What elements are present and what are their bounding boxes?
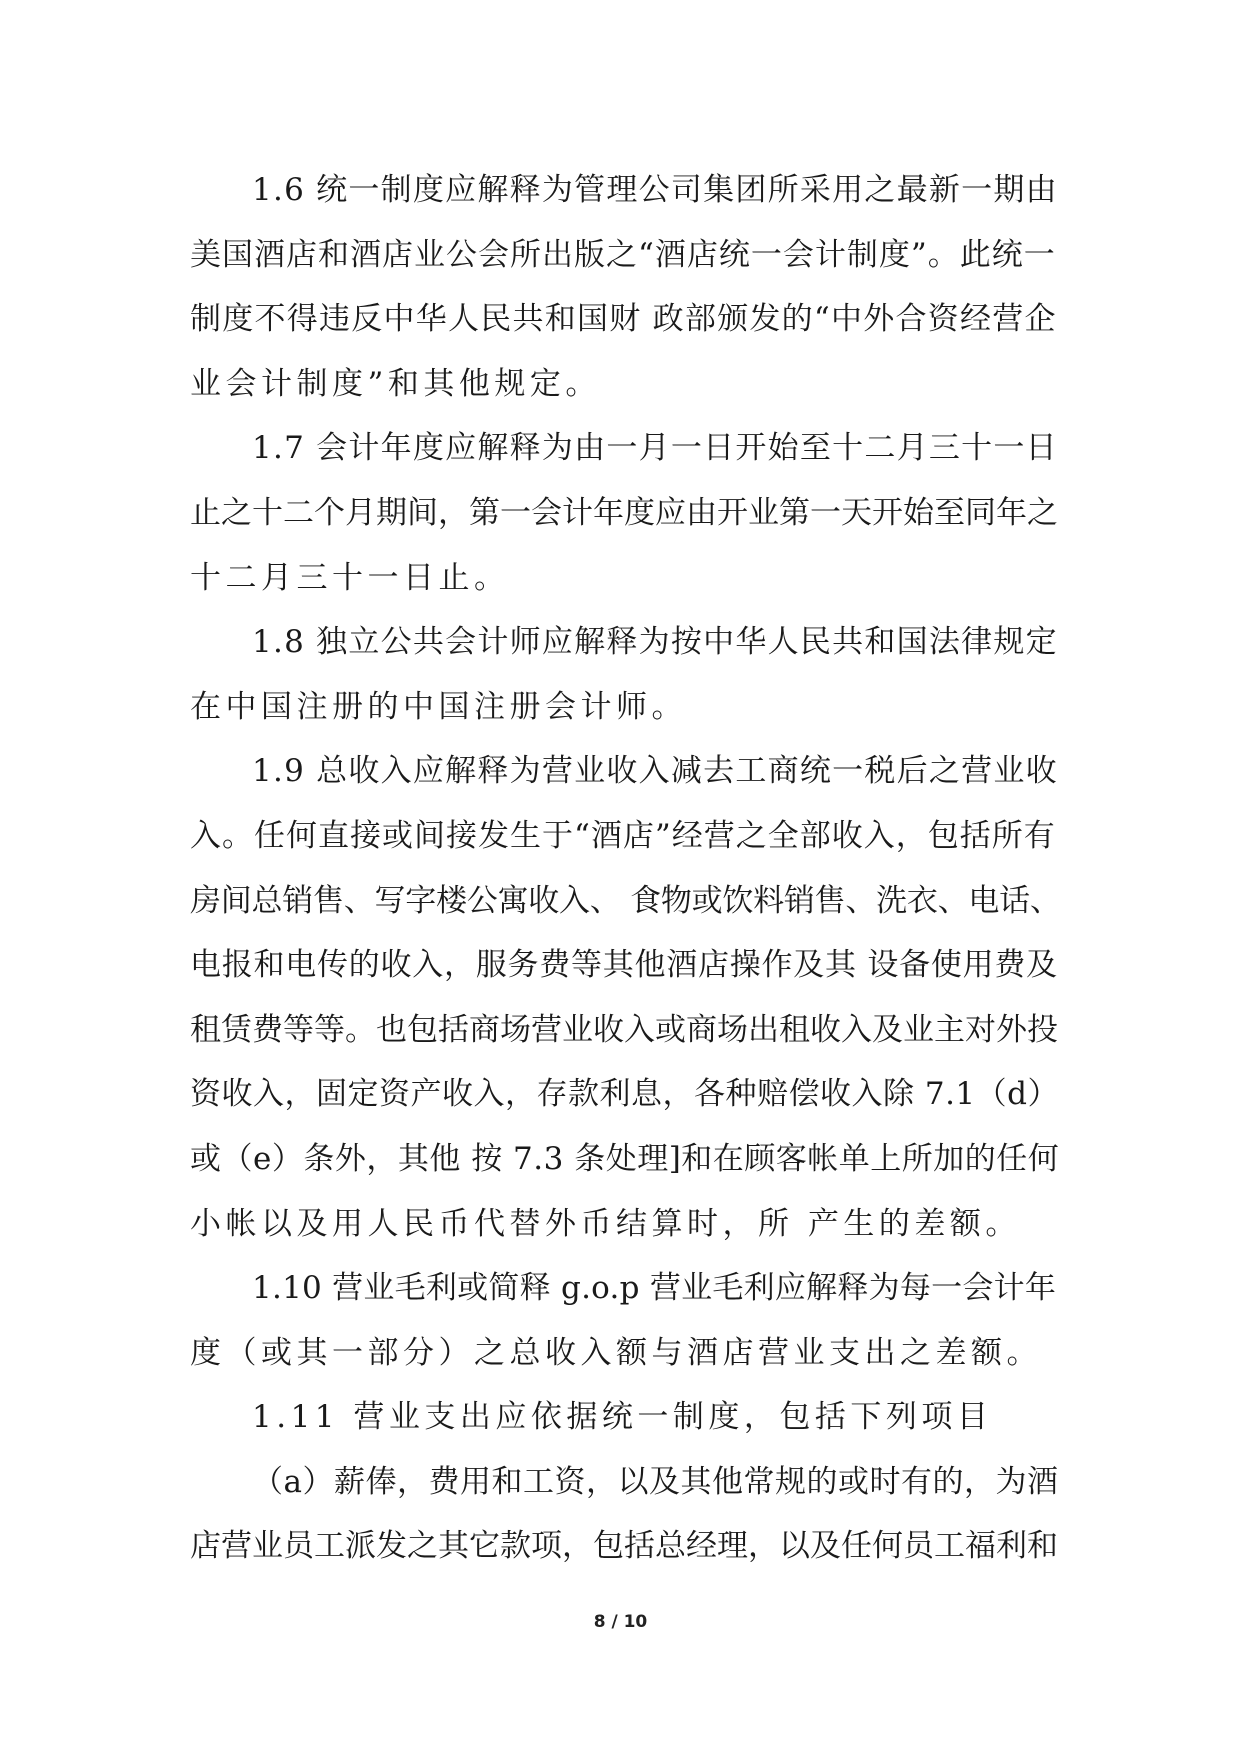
- paragraph-1-9-line-4: 电报和电传的收入，服务费等其他酒店操作及其 设备使用费及: [190, 947, 1058, 984]
- paragraph-1-7-line-1: 1.7 会计年度应解释为由一月一日开始至十二月三十一日: [252, 430, 1058, 467]
- paragraph-1-9-line-1: 1.9 总收入应解释为营业收入减去工商统一税后之营业收: [252, 753, 1058, 790]
- paragraph-1-9-line-6: 资收入，固定资产收入，存款利息，各种赔偿收入除 7.1（d）: [190, 1076, 1059, 1113]
- paragraph-1-9-line-2: 入。任何直接或间接发生于“酒店”经营之全部收入，包括所有: [190, 817, 1056, 854]
- paragraph-1-6-line-1: 1.6 统一制度应解释为管理公司集团所采用之最新一期由: [252, 172, 1058, 208]
- paragraph-a-line-1: （a）薪俸，费用和工资，以及其他常规的或时有的，为酒: [252, 1463, 1059, 1500]
- paragraph-1-10-line-2: 度（或其一部分）之总收入额与酒店营业支出之差额。: [190, 1334, 1042, 1371]
- paragraph-1-9-line-5: 租赁费等等。也包括商场营业收入或商场出租收入及业主对外投: [190, 1011, 1058, 1048]
- paragraph-1-9-line-8: 小帐以及用人民币代替外币结算时，所 产生的差额。: [190, 1205, 1021, 1242]
- paragraph-1-7-line-2: 止之十二个月期间，第一会计年度应由开业第一天开始至同年之: [190, 494, 1058, 531]
- paragraph-1-7-line-3: 十二月三十一日止。: [190, 559, 510, 596]
- paragraph-1-9-line-3: 房间总销售、写字楼公寓收入、 食物或饮料销售、洗衣、电话、: [190, 882, 1061, 919]
- paragraph-a-line-2: 店营业员工派发之其它款项，包括总经理，以及任何员工福利和: [190, 1528, 1058, 1565]
- page-number: 8 / 10: [593, 1612, 648, 1632]
- paragraph-1-8-line-2: 在中国注册的中国注册会计师。: [190, 688, 687, 725]
- document-body: [190, 158, 1062, 1579]
- paragraph-1-6-line-4: 业会计制度”和其他规定。: [190, 365, 601, 402]
- paragraph-1-6-line-3: 制度不得违反中华人民共和国财 政部颁发的“中外合资经营企: [190, 301, 1057, 338]
- paragraph-1-10-line-1: 1.10 营业毛利或简释 g.o.p 营业毛利应解释为每一会计年: [252, 1270, 1057, 1307]
- paragraph-1-6-line-2: 美国酒店和酒店业公会所出版之“酒店统一会计制度”。此统一: [190, 236, 1056, 273]
- paragraph-1-8-line-1: 1.8 独立公共会计师应解释为按中华人民共和国法律规定: [252, 624, 1058, 661]
- paragraph-1-11-line-1: 1.11 营业支出应依据统一制度，包括下列项目: [252, 1399, 993, 1436]
- paragraph-1-9-line-7: 或（e）条外，其他 按 7.3 条处理]和在顾客帐单上所加的任何: [190, 1140, 1060, 1177]
